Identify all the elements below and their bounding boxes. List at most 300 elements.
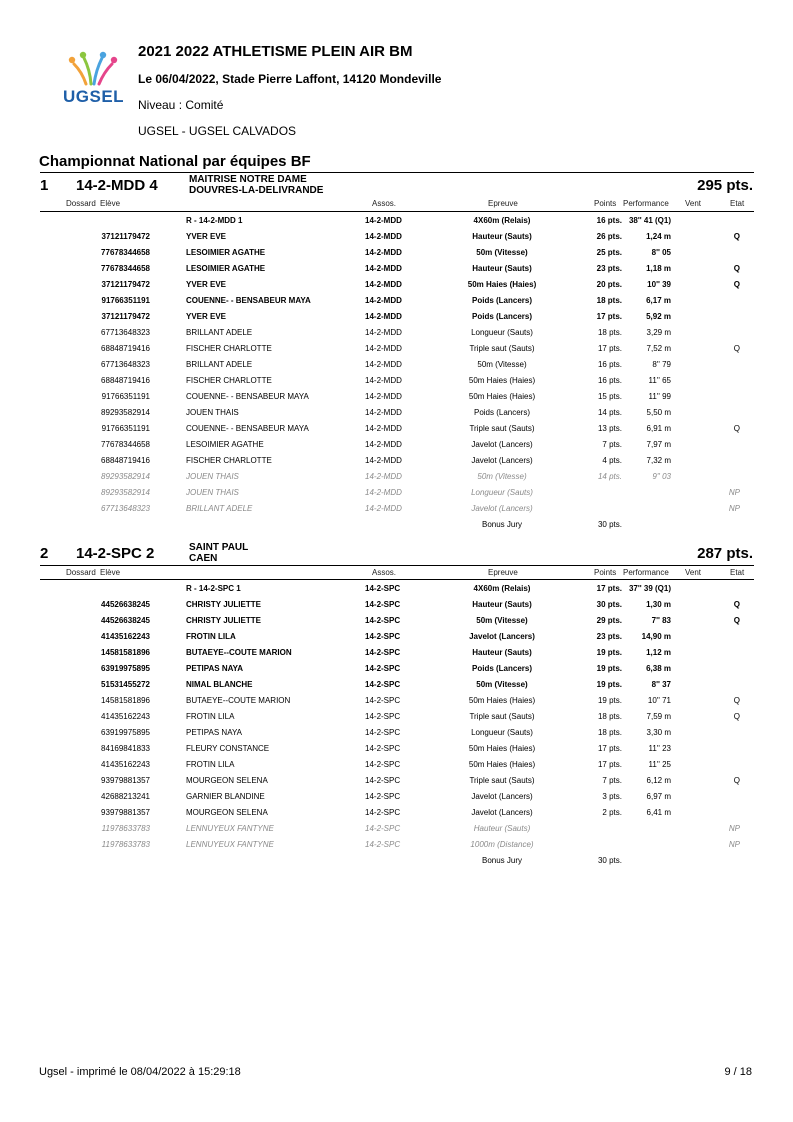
cell-assos: 14-2-SPC (365, 600, 401, 609)
cell-assos: 14-2-MDD (365, 312, 402, 321)
cell-assos: 14-2-MDD (365, 344, 402, 353)
cell-points: 30 pts. (597, 856, 622, 865)
cell-epreuve: 1000m (Distance) (470, 840, 534, 849)
cell-performance: 6,41 m (646, 808, 671, 817)
cell-dossard: 63919975895 (101, 664, 150, 673)
table-row (40, 372, 754, 388)
cell-assos: 14-2-MDD (365, 280, 402, 289)
table-row (40, 772, 754, 788)
cell-assos: 14-2-MDD (365, 424, 402, 433)
cell-performance: 10'' 71 (647, 696, 671, 705)
table-row (40, 724, 754, 740)
cell-eleve: R - 14-2-MDD 1 (186, 216, 243, 225)
cell-epreuve: Javelot (Lancers) (469, 632, 535, 641)
cell-assos: 14-2-MDD (365, 392, 402, 401)
page-number: 9 / 18 (724, 1066, 752, 1078)
cell-points: 23 pts. (596, 264, 622, 273)
cell-performance: 6,38 m (646, 664, 671, 673)
table-row (40, 740, 754, 756)
cell-assos: 14-2-SPC (365, 664, 401, 673)
meet-date-place: Le 06/04/2022, Stade Pierre Laffont, 14120 Mondeville (138, 72, 442, 86)
cell-assos: 14-2-MDD (365, 472, 402, 481)
cell-assos: 14-2-MDD (365, 216, 402, 225)
cell-points: 19 pts. (596, 664, 622, 673)
cell-points: 15 pts. (597, 392, 622, 401)
cell-dossard: 44526638245 (101, 600, 150, 609)
col-performance: Performance (623, 199, 669, 208)
cell-eleve: MOURGEON SELENA (186, 776, 268, 785)
table-row (40, 676, 754, 692)
cell-dossard: 41435162243 (101, 632, 150, 641)
cell-epreuve: Hauteur (Sauts) (473, 824, 531, 833)
cell-eleve: COUENNE- - BENSABEUR MAYA (186, 296, 311, 305)
cell-epreuve: Hauteur (Sauts) (472, 232, 532, 241)
cell-points: 3 pts. (602, 792, 622, 801)
cell-eleve: BUTAEYE--COUTE MARION (186, 696, 291, 705)
table-row (40, 356, 754, 372)
cell-eleve: NIMAL BLANCHE (186, 680, 253, 689)
col-eleve: Elève (100, 199, 121, 208)
cell-eleve: R - 14-2-SPC 1 (186, 584, 241, 593)
cell-assos: 14-2-MDD (365, 376, 402, 385)
cell-points: 17 pts. (597, 760, 622, 769)
cell-points: 7 pts. (602, 776, 622, 785)
cell-dossard: 37121179472 (101, 280, 150, 289)
cell-performance: 6,91 m (646, 424, 671, 433)
table-row (40, 612, 754, 628)
cell-assos: 14-2-MDD (365, 328, 402, 337)
cell-assos: 14-2-SPC (365, 744, 401, 753)
cell-epreuve: Javelot (Lancers) (471, 456, 533, 465)
cell-assos: 14-2-SPC (365, 712, 401, 721)
cell-assos: 14-2-SPC (365, 760, 401, 769)
cell-eleve: FLEURY CONSTANCE (186, 744, 270, 753)
cell-performance: 8'' 79 (652, 360, 671, 369)
cell-dossard: 91766351191 (101, 296, 150, 305)
cell-points: 25 pts. (596, 248, 622, 257)
cell-assos: 14-2-SPC (365, 840, 401, 849)
cell-performance: 3,30 m (646, 728, 671, 737)
cell-eleve: BRILLANT ADELE (186, 360, 253, 369)
results-table (40, 212, 754, 532)
cell-performance: 11'' 65 (648, 376, 671, 385)
table-row (40, 404, 754, 420)
cell-assos: 14-2-SPC (365, 680, 401, 689)
cell-points: 4 pts. (602, 456, 622, 465)
table-row (40, 516, 754, 532)
cell-eleve: YVER EVE (186, 312, 227, 321)
cell-dossard: 77678344658 (101, 440, 150, 449)
cell-dossard: 37121179472 (101, 312, 150, 321)
cell-performance: 3,29 m (646, 328, 671, 337)
cell-points: 26 pts. (596, 232, 622, 241)
cell-epreuve: 50m Haies (Haies) (468, 696, 536, 705)
table-row (40, 836, 754, 852)
cell-dossard: 41435162243 (101, 760, 150, 769)
col-epreuve: Epreuve (488, 199, 518, 208)
team-total: 287 pts. (697, 545, 753, 562)
cell-dossard: 14581581896 (101, 648, 150, 657)
cell-assos: 14-2-SPC (365, 616, 401, 625)
cell-eleve: LESOIMIER AGATHE (186, 264, 266, 273)
cell-epreuve: Poids (Lancers) (471, 664, 533, 673)
cell-eleve: PETIPAS NAYA (186, 664, 244, 673)
cell-dossard: 68848719416 (101, 344, 150, 353)
cell-dossard: 84169841833 (101, 744, 150, 753)
cell-points: 16 pts. (596, 216, 622, 225)
cell-dossard: 68848719416 (101, 456, 150, 465)
col-performance: Performance (623, 568, 669, 577)
cell-epreuve: 50m Haies (Haies) (467, 280, 537, 289)
cell-assos: 14-2-MDD (365, 488, 402, 497)
logo-text: UGSEL (63, 87, 125, 106)
cell-epreuve: 50m Haies (Haies) (468, 376, 536, 385)
cell-etat: NP (728, 840, 740, 849)
cell-etat: NP (728, 488, 740, 497)
table-row (40, 580, 754, 596)
meet-title: 2021 2022 ATHLETISME PLEIN AIR BM (138, 43, 413, 60)
cell-epreuve: Longueur (Sauts) (471, 328, 533, 337)
cell-epreuve: Longueur (Sauts) (471, 488, 533, 497)
cell-performance: 8'' 37 (651, 680, 671, 689)
cell-performance: 11'' 25 (648, 760, 671, 769)
cell-dossard: 93979881357 (101, 808, 150, 817)
cell-assos: 14-2-SPC (365, 824, 401, 833)
table-row (40, 244, 754, 260)
cell-performance: 9'' 03 (652, 472, 671, 481)
cell-performance: 6,12 m (646, 776, 671, 785)
cell-performance: 37'' 39 (Q1) (628, 584, 671, 593)
cell-performance: 11'' 99 (648, 392, 671, 401)
cell-points: 16 pts. (597, 360, 622, 369)
cell-dossard: 89293582914 (101, 488, 150, 497)
table-row (40, 708, 754, 724)
cell-epreuve: 50m (Vitesse) (477, 472, 527, 481)
cell-points: 18 pts. (596, 296, 622, 305)
cell-eleve: FISCHER CHARLOTTE (186, 344, 272, 353)
championship-title: Championnat National par équipes BF (39, 153, 311, 170)
table-row (40, 804, 754, 820)
cell-eleve: JOUEN THAIS (186, 488, 239, 497)
cell-assos: 14-2-MDD (365, 248, 402, 257)
meet-level: Niveau : Comité (138, 98, 224, 112)
cell-assos: 14-2-MDD (365, 504, 402, 513)
cell-assos: 14-2-SPC (365, 632, 401, 641)
column-header (40, 198, 754, 211)
cell-dossard: 91766351191 (101, 392, 150, 401)
cell-performance: 7,97 m (646, 440, 671, 449)
cell-points: 17 pts. (596, 312, 622, 321)
table-row (40, 756, 754, 772)
cell-points: 16 pts. (597, 376, 622, 385)
cell-assos: 14-2-SPC (365, 728, 401, 737)
cell-eleve: CHRISTY JULIETTE (186, 616, 261, 625)
cell-performance: 7'' 83 (651, 616, 671, 625)
cell-dossard: 67713648323 (101, 328, 150, 337)
table-row (40, 628, 754, 644)
cell-epreuve: 4X60m (Relais) (473, 584, 531, 593)
cell-points: 30 pts. (596, 600, 622, 609)
table-row (40, 228, 754, 244)
cell-performance: 7,59 m (646, 712, 671, 721)
cell-eleve: BRILLANT ADELE (186, 504, 253, 513)
cell-performance: 5,50 m (646, 408, 671, 417)
cell-performance: 1,30 m (646, 600, 671, 609)
cell-points: 14 pts. (597, 472, 622, 481)
cell-eleve: PETIPAS NAYA (186, 728, 243, 737)
table-row (40, 452, 754, 468)
cell-assos: 14-2-SPC (365, 776, 401, 785)
cell-points: 18 pts. (597, 728, 622, 737)
table-row (40, 308, 754, 324)
cell-etat: Q (733, 344, 740, 353)
cell-epreuve: 50m (Vitesse) (476, 248, 528, 257)
cell-eleve: COUENNE- - BENSABEUR MAYA (186, 392, 309, 401)
cell-assos: 14-2-SPC (365, 808, 401, 817)
table-row (40, 324, 754, 340)
cell-dossard: 89293582914 (101, 408, 150, 417)
cell-eleve: FROTIN LILA (186, 712, 235, 721)
col-dossard: Dossard (66, 568, 96, 577)
cell-performance: 6,17 m (646, 296, 671, 305)
cell-epreuve: Triple saut (Sauts) (469, 424, 535, 433)
cell-dossard: 89293582914 (101, 472, 150, 481)
cell-points: 23 pts. (596, 632, 622, 641)
cell-assos: 14-2-MDD (365, 296, 402, 305)
cell-epreuve: 50m (Vitesse) (477, 360, 527, 369)
cell-assos: 14-2-MDD (365, 264, 402, 273)
table-row (40, 660, 754, 676)
cell-assos: 14-2-MDD (365, 408, 402, 417)
cell-eleve: GARNIER BLANDINE (186, 792, 265, 801)
cell-dossard: 51531455272 (101, 680, 150, 689)
cell-points: 29 pts. (596, 616, 622, 625)
cell-etat: Q (733, 424, 740, 433)
cell-dossard: 93979881357 (101, 776, 150, 785)
col-dossard: Dossard (66, 199, 96, 208)
cell-eleve: FROTIN LILA (186, 760, 235, 769)
cell-epreuve: Longueur (Sauts) (471, 728, 533, 737)
cell-dossard: 91766351191 (101, 424, 150, 433)
cell-epreuve: Poids (Lancers) (473, 408, 531, 417)
cell-eleve: COUENNE- - BENSABEUR MAYA (186, 424, 309, 433)
cell-eleve: YVER EVE (186, 232, 227, 241)
col-etat: Etat (730, 199, 745, 208)
cell-performance: 7,32 m (646, 456, 671, 465)
cell-epreuve: Javelot (Lancers) (471, 440, 533, 449)
cell-etat: Q (733, 712, 740, 721)
cell-eleve: FISCHER CHARLOTTE (186, 456, 272, 465)
cell-epreuve: 50m Haies (Haies) (468, 392, 536, 401)
cell-performance: 6,97 m (646, 792, 671, 801)
cell-dossard: 37121179472 (101, 232, 150, 241)
cell-dossard: 77678344658 (101, 248, 150, 257)
school-name (189, 174, 323, 196)
cell-performance: 11'' 23 (648, 744, 671, 753)
cell-epreuve: Hauteur (Sauts) (472, 648, 532, 657)
cell-eleve: FROTIN LILA (186, 632, 236, 641)
cell-performance: 8'' 05 (651, 248, 671, 257)
cell-eleve: LENNUYEUX FANTYNE (186, 824, 274, 833)
table-row (40, 260, 754, 276)
col-assos: Assos. (372, 568, 397, 577)
col-etat: Etat (730, 568, 745, 577)
col-eleve: Elève (100, 568, 121, 577)
cell-eleve: LENNUYEUX FANTYNE (186, 840, 274, 849)
cell-assos: 14-2-MDD (365, 360, 402, 369)
school-line-1: SAINT PAUL (189, 542, 249, 553)
cell-points: 14 pts. (597, 408, 622, 417)
cell-dossard: 68848719416 (101, 376, 150, 385)
cell-points: 18 pts. (597, 712, 622, 721)
school-line-2: CAEN (189, 553, 218, 564)
cell-epreuve: 50m Haies (Haies) (468, 744, 536, 753)
cell-dossard: 67713648323 (101, 504, 150, 513)
team-divider (40, 172, 754, 173)
cell-performance: 1,18 m (646, 264, 671, 273)
col-epreuve: Epreuve (488, 568, 518, 577)
cell-dossard: 63919975895 (101, 728, 150, 737)
col-vent: Vent (685, 568, 702, 577)
cell-points: 20 pts. (596, 280, 622, 289)
cell-epreuve: Javelot (Lancers) (471, 808, 533, 817)
cell-eleve: BRILLANT ADELE (186, 328, 253, 337)
table-row (40, 500, 754, 516)
school-line-2: DOUVRES-LA-DELIVRANDE (189, 185, 324, 196)
cell-epreuve: Javelot (Lancers) (471, 504, 533, 513)
cell-eleve: BUTAEYE--COUTE MARION (186, 648, 292, 657)
cell-points: 17 pts. (597, 744, 622, 753)
school-name (189, 542, 248, 564)
cell-epreuve: 50m Haies (Haies) (468, 760, 536, 769)
cell-epreuve: Hauteur (Sauts) (472, 600, 532, 609)
cell-performance: 1,12 m (646, 648, 671, 657)
cell-eleve: LESOIMIER AGATHE (186, 440, 264, 449)
cell-dossard: 14581581896 (101, 696, 150, 705)
cell-points: 2 pts. (602, 808, 622, 817)
cell-points: 19 pts. (596, 680, 622, 689)
cell-assos: 14-2-MDD (365, 456, 402, 465)
cell-dossard: 42688213241 (101, 792, 150, 801)
print-timestamp: Ugsel - imprimé le 08/04/2022 à 15:29:18 (39, 1066, 241, 1078)
table-row (40, 788, 754, 804)
col-vent: Vent (685, 199, 702, 208)
cell-eleve: LESOIMIER AGATHE (186, 248, 266, 257)
cell-eleve: YVER EVE (186, 280, 227, 289)
cell-epreuve: Javelot (Lancers) (471, 792, 533, 801)
table-row (40, 292, 754, 308)
table-row (40, 340, 754, 356)
cell-etat: Q (733, 264, 740, 273)
cell-points: 7 pts. (602, 440, 622, 449)
cell-epreuve: Triple saut (Sauts) (469, 344, 535, 353)
cell-epreuve: Poids (Lancers) (471, 296, 533, 305)
table-row (40, 388, 754, 404)
cell-dossard: 67713648323 (101, 360, 150, 369)
table-row (40, 484, 754, 500)
table-row (40, 276, 754, 292)
cell-epreuve: Bonus Jury (481, 856, 523, 865)
cell-etat: Q (733, 280, 740, 289)
cell-points: 30 pts. (597, 520, 622, 529)
cell-etat: Q (733, 600, 740, 609)
cell-etat: NP (728, 824, 740, 833)
cell-points: 18 pts. (597, 328, 622, 337)
cell-etat: Q (733, 776, 740, 785)
cell-performance: 14,90 m (641, 632, 671, 641)
team-divider (40, 565, 754, 566)
cell-epreuve: Poids (Lancers) (471, 312, 533, 321)
team-total: 295 pts. (697, 177, 753, 194)
cell-dossard: 41435162243 (101, 712, 150, 721)
cell-etat: Q (733, 696, 740, 705)
cell-epreuve: 50m (Vitesse) (476, 616, 528, 625)
cell-etat: Q (733, 616, 740, 625)
cell-epreuve: Triple saut (Sauts) (469, 776, 535, 785)
table-row (40, 468, 754, 484)
cell-assos: 14-2-MDD (365, 440, 402, 449)
table-row (40, 644, 754, 660)
cell-performance: 38'' 41 (Q1) (628, 216, 671, 225)
cell-eleve: FISCHER CHARLOTTE (186, 376, 272, 385)
cell-assos: 14-2-SPC (365, 584, 401, 593)
col-points: Points (594, 199, 617, 208)
cell-epreuve: Bonus Jury (481, 520, 523, 529)
cell-epreuve: 4X60m (Relais) (473, 216, 531, 225)
cell-epreuve: Hauteur (Sauts) (472, 264, 532, 273)
team-code: 14-2-MDD 4 (76, 177, 158, 194)
table-row (40, 820, 754, 836)
cell-eleve: JOUEN THAIS (186, 472, 239, 481)
cell-dossard: 11978633783 (101, 824, 150, 833)
cell-eleve: CHRISTY JULIETTE (186, 600, 261, 609)
cell-performance: 1,24 m (646, 232, 671, 241)
school-line-1: MAITRISE NOTRE DAME (189, 174, 307, 185)
team-code: 14-2-SPC 2 (76, 545, 155, 562)
cell-assos: 14-2-SPC (365, 648, 401, 657)
table-row (40, 852, 754, 868)
table-row (40, 420, 754, 436)
cell-etat: NP (728, 504, 740, 513)
cell-assos: 14-2-MDD (365, 232, 402, 241)
cell-epreuve: 50m (Vitesse) (476, 680, 528, 689)
cell-performance: 7,52 m (646, 344, 671, 353)
cell-dossard: 11978633783 (101, 840, 150, 849)
results-table (40, 580, 754, 868)
cell-eleve: MOURGEON SELENA (186, 808, 268, 817)
cell-dossard: 77678344658 (101, 264, 150, 273)
col-points: Points (594, 568, 617, 577)
cell-points: 17 pts. (597, 344, 622, 353)
cell-points: 19 pts. (597, 696, 622, 705)
team-rank: 1 (40, 177, 49, 194)
cell-dossard: 44526638245 (101, 616, 150, 625)
cell-assos: 14-2-SPC (365, 792, 401, 801)
cell-points: 19 pts. (596, 648, 622, 657)
cell-performance: 10'' 39 (647, 280, 671, 289)
cell-points: 13 pts. (597, 424, 622, 433)
team-rank: 2 (40, 545, 49, 562)
cell-performance: 5,92 m (646, 312, 671, 321)
cell-eleve: JOUEN THAIS (186, 408, 239, 417)
meet-organizer: UGSEL - UGSEL CALVADOS (138, 124, 297, 138)
cell-epreuve: Triple saut (Sauts) (469, 712, 535, 721)
table-row (40, 212, 754, 228)
table-row (40, 596, 754, 612)
table-row (40, 436, 754, 452)
table-row (40, 692, 754, 708)
cell-assos: 14-2-SPC (365, 696, 401, 705)
